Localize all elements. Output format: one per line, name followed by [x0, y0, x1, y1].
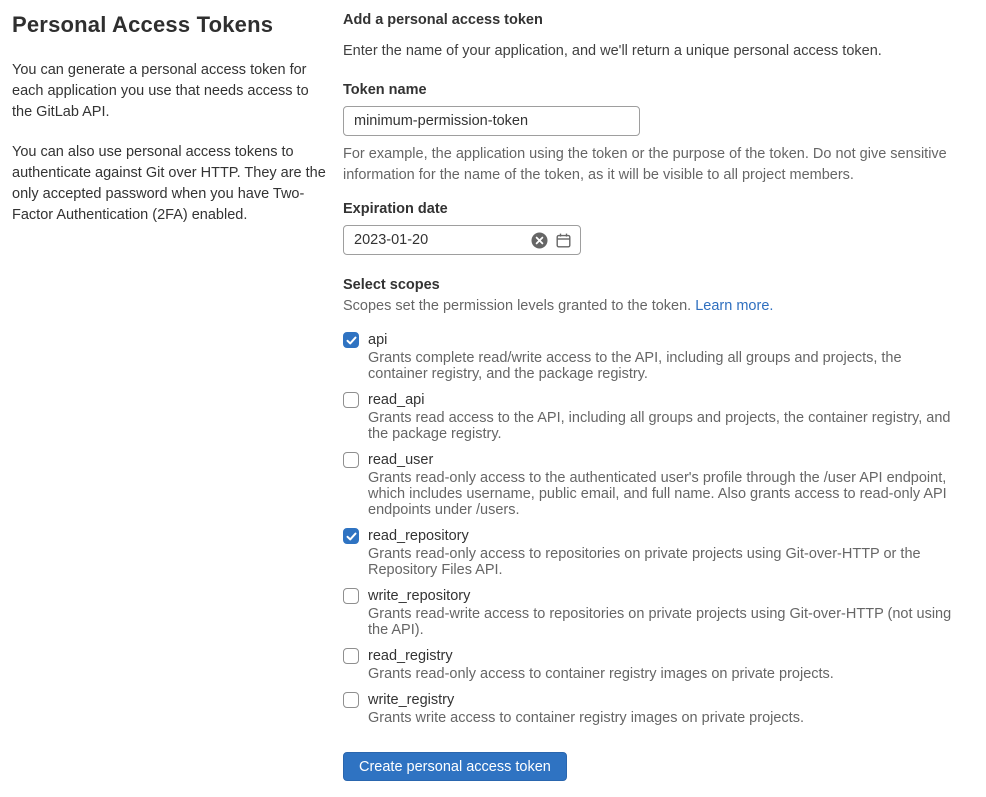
token-name-help: For example, the application using the token or the purpose of the token. Do not give sensitive information for the name of the token, as it will be visible to all project members. — [343, 146, 947, 183]
scope-description: Grants read-write access to repositories on private projects using Git-over-HTTP (not using the API). — [368, 606, 952, 638]
scope-description: Grants read access to the API, including all groups and projects, the container registry, and the package registry. — [368, 410, 951, 442]
scope-row-api — [343, 330, 966, 382]
learn-more-link[interactable]: Learn more. — [695, 298, 774, 314]
clear-date-button[interactable] — [531, 232, 548, 249]
settings-description-column — [12, 10, 328, 781]
scope-name[interactable]: write_repository — [368, 588, 471, 604]
expiration-date-input[interactable] — [354, 232, 524, 248]
expiration-date-field[interactable] — [343, 225, 581, 255]
scope-description: Grants read-only access to container registry images on private projects. — [368, 666, 834, 682]
scope-description: Grants complete read/write access to the API, including all groups and projects, the container registry, and the package registry. — [368, 350, 902, 382]
scope-checkbox-api[interactable] — [343, 332, 359, 348]
select-scopes-description — [343, 297, 966, 315]
create-token-button[interactable]: Create personal access token — [343, 752, 567, 781]
scope-checkbox-read-api[interactable] — [343, 392, 359, 408]
token-name-input[interactable] — [343, 106, 640, 136]
expiration-date-label: Expiration date — [343, 201, 448, 217]
scope-name[interactable]: write_registry — [368, 692, 455, 708]
scopes-list — [343, 330, 966, 726]
add-token-form — [343, 10, 966, 781]
scope-description: Grants write access to container registry images on private projects. — [368, 710, 804, 726]
open-calendar-button[interactable] — [555, 232, 572, 249]
scope-row-write-registry — [343, 690, 966, 726]
scope-checkbox-read-repository[interactable] — [343, 528, 359, 544]
scope-name[interactable]: read_repository — [368, 528, 469, 544]
scope-description: Grants read-only access to the authenticated user's profile through the /user API endpoint, which includes username, public email, and full name. Also grants access to read-only API endpoints under /users. — [368, 470, 947, 518]
scope-checkbox-read-user[interactable] — [343, 452, 359, 468]
check-icon — [346, 335, 357, 346]
clear-icon — [531, 232, 548, 249]
scope-row-read-registry — [343, 646, 966, 682]
scope-checkbox-write-repository[interactable] — [343, 588, 359, 604]
scope-checkbox-read-registry[interactable] — [343, 648, 359, 664]
page-description-paragraph: You can also use personal access tokens to authenticate against Git over HTTP. They are the only accepted password when you have Two-Factor Authentication (2FA) enabled. — [12, 144, 326, 223]
calendar-icon — [555, 232, 572, 249]
check-icon — [346, 531, 357, 542]
scope-name[interactable]: read_api — [368, 392, 425, 408]
scope-row-read-repository — [343, 526, 966, 578]
page-title: Personal Access Tokens — [12, 12, 274, 37]
scope-description: Grants read-only access to repositories on private projects using Git-over-HTTP or the Repository Files API. — [368, 546, 921, 578]
scope-row-write-repository — [343, 586, 966, 638]
form-intro: Enter the name of your application, and we'll return a unique personal access token. — [343, 43, 882, 59]
scope-name[interactable]: read_user — [368, 452, 434, 468]
scopes-description-text: Scopes set the permission levels granted to the token. — [343, 298, 692, 314]
select-scopes-label: Select scopes — [343, 277, 440, 293]
token-name-label: Token name — [343, 82, 427, 98]
scope-row-read-user — [343, 450, 966, 518]
page-description-paragraph: You can generate a personal access token for each application you use that needs access to the GitLab API. — [12, 62, 309, 120]
scope-name[interactable]: read_registry — [368, 648, 453, 664]
scope-row-read-api — [343, 390, 966, 442]
scope-checkbox-write-registry[interactable] — [343, 692, 359, 708]
scope-name[interactable]: api — [368, 332, 388, 348]
form-heading: Add a personal access token — [343, 12, 543, 28]
